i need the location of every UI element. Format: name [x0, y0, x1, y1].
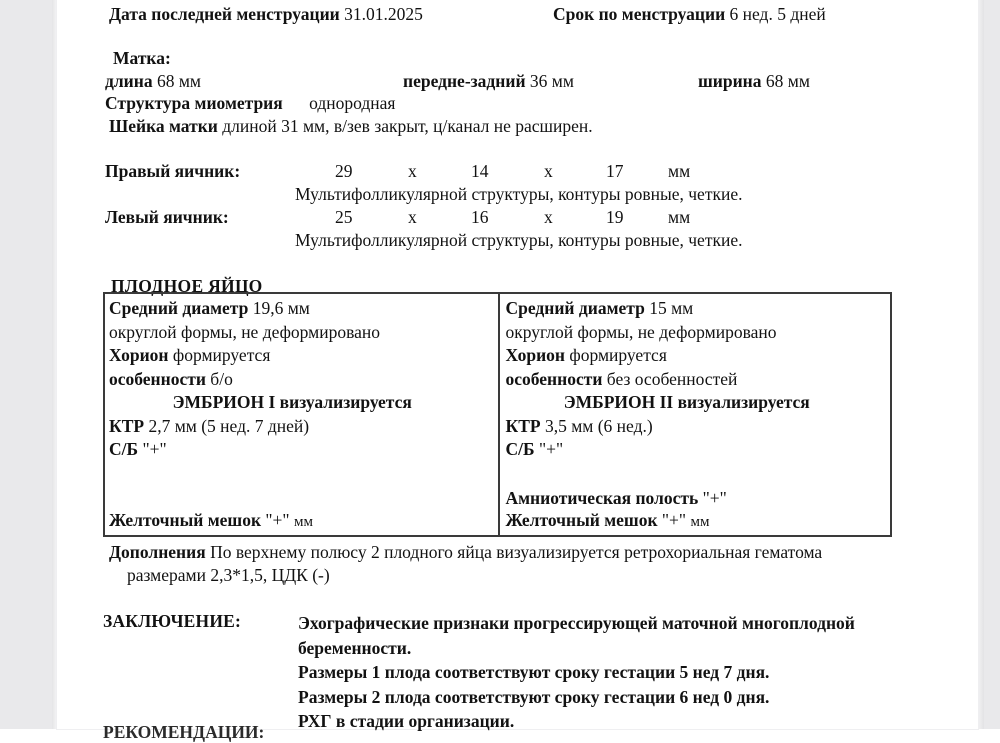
sac1-mean-diameter-value: 19,6 мм — [252, 298, 310, 318]
sac2-crl-label: КТР — [505, 415, 541, 436]
sac1-yolk-sac — [109, 509, 313, 535]
additions-line2: размерами 2,3*1,5, ЦДК (-) — [127, 565, 330, 585]
gestational-sac-title: ПЛОДНОЕ ЯЙЦО — [111, 276, 263, 296]
cervix-label: Шейка матки — [109, 116, 218, 136]
sac2-features-label: особенности — [505, 368, 603, 389]
right-ovary-sep2: x — [544, 161, 553, 181]
conclusion-line: Эхографические признаки прогрессирующей маточной многоплодной — [298, 613, 855, 633]
sac1-yolk-sac-label: Желточный мешок — [109, 509, 262, 530]
sac2-yolk-sac-units: мм — [690, 513, 710, 530]
uterus-length-label: длина — [105, 71, 153, 91]
sac2-chorion-value: формируется — [569, 345, 667, 365]
uterus-width-label: ширина — [698, 71, 762, 91]
sac1-heartbeat-label: С/Б — [109, 439, 139, 459]
sac1-mean-diameter-label: Средний диаметр — [109, 298, 249, 318]
sac2-amniotic-cavity — [506, 487, 727, 511]
sac1-heartbeat-value: "+" — [142, 439, 167, 459]
left-ovary-d3: 19 — [606, 207, 624, 227]
left-ovary-d1: 25 — [335, 207, 353, 227]
sac1-features-value: б/о — [210, 368, 233, 389]
uterus-length-field — [105, 71, 201, 91]
sac1-heartbeat — [109, 438, 498, 462]
left-ovary-description: Мультифолликулярной структуры, контуры ровные, четкие. — [295, 230, 743, 250]
uterus-title: Матка: — [113, 48, 171, 68]
additions-line1: По верхнему полюсу 2 плодного яйца визуализируется ретрохориальная гематома — [210, 542, 823, 562]
lmp-label: Дата последней менструации — [109, 4, 340, 24]
conclusion-line: Размеры 2 плода соответствуют сроку гестации 6 нед 0 дня. — [298, 686, 770, 707]
sac1-features — [109, 368, 498, 392]
uterus-ap-value: 36 мм — [529, 71, 574, 91]
right-ovary-d2: 14 — [471, 161, 489, 181]
left-ovary-d2: 16 — [471, 207, 489, 227]
sac2-chorion — [506, 344, 891, 368]
myometrium-value: однородная — [309, 93, 396, 113]
sac2-mean-diameter — [506, 297, 891, 321]
sac1-crl-label: КТР — [109, 415, 145, 436]
conclusion-label: ЗАКЛЮЧЕНИЕ: — [103, 611, 242, 631]
additions-label: Дополнения — [109, 542, 206, 562]
report-page — [57, 0, 978, 742]
sac2-chorion-label: Хорион — [505, 345, 565, 365]
right-ovary-d1: 29 — [335, 161, 353, 181]
gestational-sac-table — [103, 292, 892, 537]
uterus-width-value: 68 мм — [765, 71, 810, 91]
recommendations-label-clipped: РЕКОМЕНДАЦИИ: — [103, 722, 265, 742]
menstrual-term-field — [553, 4, 826, 24]
sac2-heartbeat-label: С/Б — [505, 439, 535, 459]
conclusion-line: Размеры 1 плода соответствуют сроку гестации 5 нед 7 дня. — [298, 662, 770, 682]
left-ovary-label: Левый яичник: — [105, 207, 229, 227]
sac2-heartbeat-value: "+" — [538, 439, 564, 459]
sac1-chorion — [109, 344, 498, 368]
sac2-amniotic-value: "+" — [702, 487, 727, 508]
right-ovary-sep1: x — [408, 161, 417, 181]
sac1-chorion-value: формируется — [172, 345, 271, 365]
sac2-shape: округлой формы, не деформировано — [505, 321, 777, 342]
gestational-sac-column-2 — [498, 294, 891, 535]
sac2-embryo-heading: ЭМБРИОН II визуализируется — [563, 392, 810, 412]
cervix-value: длиной 31 мм, в/зев закрыт, ц/канал не расширен. — [222, 116, 593, 136]
sac2-yolk-sac-label: Желточный мешок — [505, 509, 658, 530]
sac1-crl — [109, 415, 498, 439]
uterus-length-value: 68 мм — [156, 71, 201, 91]
sac1-features-label: особенности — [109, 368, 206, 389]
conclusion-line: беременности. — [298, 637, 412, 658]
sac1-chorion-label: Хорион — [109, 345, 169, 365]
lmp-value: 31.01.2025 — [344, 4, 423, 24]
sac2-features-value: без особенностей — [606, 368, 738, 389]
lmp-field — [109, 4, 423, 24]
sac2-heartbeat — [506, 438, 891, 462]
menstrual-term-value: 6 нед. 5 дней — [729, 4, 826, 24]
conclusion-body — [298, 611, 938, 734]
sac1-yolk-sac-units: мм — [293, 513, 313, 530]
right-ovary-units: мм — [668, 161, 691, 181]
sac2-amniotic-label: Амниотическая полость — [505, 487, 699, 508]
sac2-mean-diameter-label: Средний диаметр — [505, 298, 645, 318]
right-ovary-label: Правый яичник: — [105, 161, 241, 181]
additions-block — [109, 541, 937, 587]
sac1-yolk-sac-value: "+" — [265, 509, 290, 530]
conclusion-line: РХГ в стадии организации. — [298, 711, 515, 731]
sac2-crl-value: 3,5 мм (6 нед.) — [544, 415, 653, 436]
uterus-ap-label: передне-задний — [403, 71, 526, 91]
sac2-yolk-sac — [506, 509, 710, 535]
right-ovary-d3: 17 — [606, 161, 624, 181]
uterus-width-field — [698, 71, 810, 91]
sac1-mean-diameter — [109, 297, 498, 321]
myometrium-label: Структура миометрия — [105, 93, 283, 113]
cervix-field — [109, 116, 593, 136]
sac2-mean-diameter-value: 15 мм — [649, 298, 694, 318]
left-ovary-sep1: x — [408, 207, 417, 227]
right-ovary-description: Мультифолликулярной структуры, контуры ровные, четкие. — [295, 184, 743, 204]
sac1-shape: округлой формы, не деформировано — [109, 321, 381, 342]
uterus-ap-field — [403, 71, 574, 91]
left-ovary-units: мм — [668, 207, 691, 227]
sac1-crl-value: 2,7 мм (5 нед. 7 дней) — [148, 415, 310, 436]
sac2-yolk-sac-value: "+" — [661, 509, 687, 530]
sac1-embryo-heading: ЭМБРИОН I визуализируется — [172, 392, 412, 412]
menstrual-term-label: Срок по менструации — [553, 4, 726, 24]
left-ovary-sep2: x — [544, 207, 553, 227]
myometrium-field — [105, 93, 395, 113]
sac2-features — [506, 368, 891, 392]
sac2-crl — [506, 415, 891, 439]
page-edge-right — [978, 0, 984, 729]
gestational-sac-column-1 — [105, 294, 498, 535]
